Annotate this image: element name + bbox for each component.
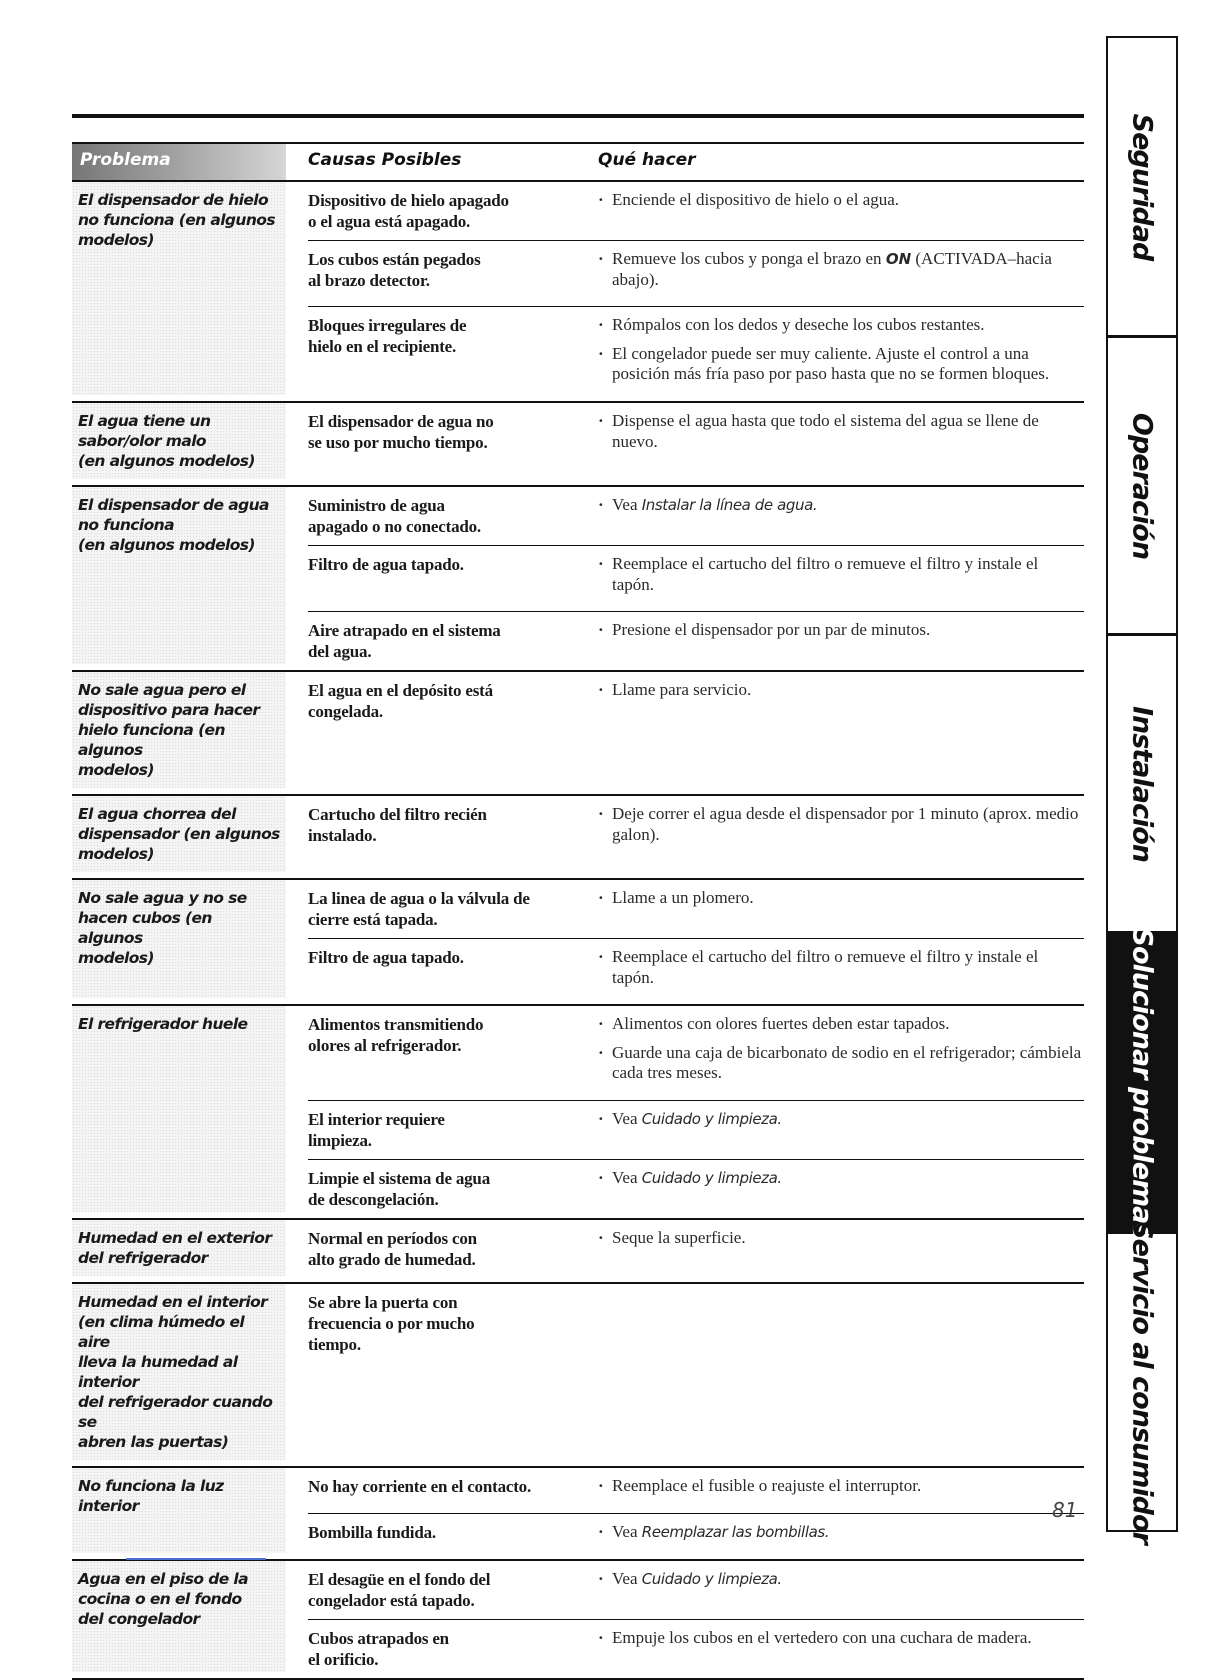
cause-text-line: alto grado de humedad. [308,1250,476,1269]
problem-cell [72,1561,286,1672]
fix-text: Llame para servicio. [612,680,752,699]
problem-group [72,796,1084,880]
fix-list [598,1476,1084,1505]
problem-text-line: del congelador [78,1610,200,1628]
causes-column [308,487,1084,670]
cause-text [308,1014,578,1056]
tab-label: Servicio al consumidor [1126,1220,1158,1544]
problem-cell [72,672,286,788]
cause-text-line: Los cubos están pegados [308,250,481,269]
problem-text-line: cocina o en el fondo [78,1590,242,1608]
cause-text-line: tiempo. [308,1335,361,1354]
fix-list [598,1014,1084,1092]
fix-list [598,947,1084,996]
problem-text-line: modelos) [78,949,154,967]
problem-text-line: Humedad en el interior [78,1293,268,1311]
causes-column [308,880,1084,1004]
cause-row [308,1006,1084,1100]
fix-text: Reemplace el cartucho del filtro o remueve el filtro y instale el tapón. [612,947,1039,987]
page-number: 81 [1052,1498,1078,1522]
problem-cell [72,1284,286,1460]
problem-text-line: (en algunos modelos) [78,536,255,554]
fix-text: Enciende el dispositivo de hielo o el agua. [612,190,900,209]
cause-text-line: El dispensador de agua no [308,412,494,431]
problem-cell [72,1006,286,1212]
fix-item [598,947,1084,988]
problem-text-line: Humedad en el exterior [78,1229,272,1247]
cause-text-line: Filtro de agua tapado. [308,948,464,967]
problem-text-line: El dispensador de agua [78,496,269,514]
problem-group [72,1561,1084,1680]
fix-item [598,1168,1084,1189]
cause-row [308,1100,1084,1159]
fix-list [598,1569,1084,1598]
cause-text-line: La linea de agua o la válvula de [308,889,530,908]
cause-text-line: El desagüe en el fondo del [308,1570,491,1589]
problem-text-line: no funciona [78,516,174,534]
fix-item [598,344,1084,385]
cause-text-line: cierre está tapada. [308,910,438,929]
cross-reference: Cuidado y limpieza. [641,1570,782,1588]
fix-text: Vea [612,1109,642,1128]
cause-text-line: de descongelación. [308,1190,439,1209]
problem-group [72,880,1084,1006]
cause-text-line: al brazo detector. [308,271,430,290]
cause-text [308,888,578,930]
top-rule [72,114,1084,118]
problem-text-line: sabor/olor malo [78,432,206,450]
fix-item [598,1014,1084,1035]
fix-item [598,1109,1084,1130]
problem-text-line: hielo funciona (en algunos [78,721,225,759]
causes-column [308,796,1084,878]
cause-text-line: Se abre la puerta con [308,1293,458,1312]
cause-text [308,804,578,846]
cause-text [308,315,578,357]
problem-text-line: dispositivo para hacer [78,701,260,719]
cause-row [308,1159,1084,1218]
problem-group [72,672,1084,796]
cause-row [308,487,1084,545]
cross-reference: Reemplazar las bombillas. [641,1523,830,1541]
fix-text: Presione el dispensador por un par de minutos. [612,620,931,639]
problem-group [72,1284,1084,1468]
problem-cell [72,487,286,664]
fix-item [598,1522,1084,1543]
cause-text-line: instalado. [308,826,377,845]
cause-text-line: Cartucho del filtro recién [308,805,487,824]
cause-text [308,411,578,453]
tab-label: Instalación [1126,705,1158,862]
tab-solucionar-problemas[interactable] [1108,927,1176,1238]
problem-group [72,487,1084,672]
cause-row [308,545,1084,611]
cause-row [308,1284,1084,1363]
problem-text-line: no funciona (en algunos [78,211,275,229]
tab-label: Solucionar problemas [1126,927,1158,1238]
fix-item [598,315,1084,336]
problem-text-line: Agua en el piso de la [78,1570,249,1588]
problem-text-line: El agua tiene un [78,412,211,430]
cause-text-line: congelada. [308,702,383,721]
cause-text [308,620,578,662]
causes-column [308,672,1084,794]
problem-text-line: No funciona la luz [78,1477,224,1495]
fix-list [598,1109,1084,1138]
problem-cell [72,182,286,395]
problem-group [72,1468,1084,1561]
problem-cell [72,1468,286,1553]
cause-row [308,672,1084,730]
cause-text [308,680,578,722]
problem-text-line: del refrigerador cuando se [78,1393,273,1431]
fix-text: Vea [612,1168,642,1187]
header-causes-label: Causas Posibles [308,150,462,170]
fix-text: Guarde una caja de bicarbonato de sodio en el refrigerador; cámbiela cada tres meses. [612,1042,1082,1082]
cause-row [308,880,1084,938]
setting-label: ON [885,250,912,268]
fix-item [598,1228,1084,1249]
cause-text-line: No hay corriente en el contacto. [308,1477,532,1496]
fix-text: Rómpalos con los dedos y deseche los cubos restantes. [612,315,985,334]
fix-text: Dispense el agua hasta que todo el sistema del agua se llene de nuevo. [612,411,1039,451]
fix-item [598,249,1084,290]
fix-text: Reemplace el fusible o reajuste el interruptor. [612,1476,922,1495]
problem-text-line: abren las puertas) [78,1433,229,1451]
cause-text-line: Bombilla fundida. [308,1523,436,1542]
cause-row [308,403,1084,468]
cause-text [308,1569,578,1611]
cause-text [308,554,578,575]
cause-text-line: frecuencia o por mucho [308,1314,475,1333]
cause-text-line: olores al refrigerador. [308,1036,462,1055]
problem-cell [72,403,286,479]
cause-row [308,240,1084,306]
cause-text-line: Suministro de agua [308,496,445,515]
cause-row [308,1513,1084,1559]
fix-item [598,554,1084,595]
cross-reference: Cuidado y limpieza. [641,1169,782,1187]
cause-text-line: congelador está tapado. [308,1591,475,1610]
tab-servicio-al-consumidor[interactable] [1108,1220,1176,1544]
causes-column [308,1561,1084,1678]
fix-text: Seque la superficie. [612,1228,746,1247]
cause-row [308,1561,1084,1619]
cause-text [308,947,578,968]
problem-text-line: interior [78,1497,139,1515]
fix-item [598,1476,1084,1497]
fix-item [598,495,1084,516]
tab-instalación[interactable] [1108,636,1176,934]
cause-text-line: Bloques irregulares de [308,316,467,335]
cause-text-line: Limpie el sistema de agua [308,1169,490,1188]
problem-text-line: No sale agua y no se [78,889,247,907]
tab-label: Operación [1126,412,1158,559]
fix-item [598,1628,1084,1649]
causes-column [308,1284,1084,1466]
cause-text-line: Dispositivo de hielo apagado [308,191,509,210]
cause-text [308,1228,578,1270]
cause-text [308,249,578,291]
cause-row [308,306,1084,401]
cause-text-line: Alimentos transmitiendo [308,1015,484,1034]
tab-operación[interactable] [1108,338,1176,636]
causes-column [308,182,1084,401]
fix-text: Alimentos con olores fuertes deben estar tapados. [612,1014,950,1033]
cause-row [308,611,1084,670]
cause-text-line: Cubos atrapados en [308,1629,449,1648]
section-tabs [1106,36,1178,1544]
problem-group [72,403,1084,487]
problem-text-line: (en clima húmedo el aire [78,1313,245,1351]
problem-group [72,182,1084,403]
cause-text [308,1168,578,1210]
cause-text-line: El interior requiere [308,1110,445,1129]
causes-column [308,403,1084,485]
problem-text-line: (en algunos modelos) [78,452,255,470]
cause-text [308,1109,578,1151]
cause-text-line: el orificio. [308,1650,379,1669]
fix-text: Llame a un plomero. [612,888,754,907]
causes-column [308,1220,1084,1282]
fix-text: Empuje los cubos en el vertedero con una cuchara de madera. [612,1628,1032,1647]
fix-list [598,804,1084,853]
tab-label: Seguridad [1126,113,1158,260]
header-problem [72,144,286,180]
fix-text: El congelador puede ser muy caliente. Ajuste el control a una posición más fría paso por paso hasta que no se formen bloques. [612,343,1050,383]
fix-list [598,554,1084,603]
cause-row [308,796,1084,861]
problem-text-line: El agua chorrea del [78,805,236,823]
cause-text [308,495,578,537]
cause-row [308,182,1084,240]
cause-row [308,1220,1084,1278]
fix-item [598,1043,1084,1084]
fix-list [598,1628,1084,1657]
fix-list [598,249,1084,298]
cause-text-line: se uso por mucho tiempo. [308,433,488,452]
header-what-label: Qué hacer [598,150,696,170]
problem-cell [72,796,286,872]
problem-text-line: modelos) [78,231,154,249]
problem-text-line: modelos) [78,845,154,863]
cause-text-line: del agua. [308,642,372,661]
problem-text-line: modelos) [78,761,154,779]
fix-item [598,1569,1084,1590]
fix-text: Deje correr el agua desde el dispensador por 1 minuto (aprox. medio galon). [612,804,1079,844]
fix-text: Reemplace el cartucho del filtro o remueve el filtro y instale el tapón. [612,554,1039,594]
fix-list [598,680,1084,709]
fix-item [598,620,1084,641]
cause-text-line: Aire atrapado en el sistema [308,621,501,640]
fix-list [598,1522,1084,1551]
problem-text-line: No sale agua pero el [78,681,246,699]
fix-text: Remueve los cubos y ponga el brazo en [612,249,886,268]
fix-text: Vea [612,1569,642,1588]
table-header [72,142,1084,182]
causes-column [308,1468,1084,1559]
fix-list [598,411,1084,460]
tab-seguridad[interactable] [1108,38,1176,338]
cause-text-line: El agua en el depósito está [308,681,493,700]
problem-group [72,1220,1084,1284]
table-body [72,182,1084,1680]
fix-text: (ACTIVADA–hacia abajo). [612,249,1052,289]
cause-text [308,190,578,232]
cause-text [308,1476,578,1497]
fix-list [598,190,1084,219]
cross-reference: Instalar la línea de agua. [641,496,818,514]
fix-list [598,315,1084,393]
cause-text-line: o el agua está apagado. [308,212,471,231]
problem-text-line: El refrigerador huele [78,1015,248,1033]
fix-text: Vea [612,1522,642,1541]
problem-text-line: hacen cubos (en algunos [78,909,212,947]
cause-text-line: hielo en el recipiente. [308,337,457,356]
troubleshooting-table [72,142,1084,1680]
cross-reference: Cuidado y limpieza. [641,1110,782,1128]
fix-list [598,495,1084,524]
header-problem-label: Problema [80,150,171,170]
problem-text-line: El dispensador de hielo [78,191,269,209]
fix-item [598,411,1084,452]
problem-text-line: lleva la humedad al interior [78,1353,238,1391]
problem-cell [72,880,286,998]
fix-item [598,680,1084,701]
problem-text-line: del refrigerador [78,1249,208,1267]
bottom-link-line [126,1558,266,1560]
cause-text [308,1522,578,1543]
problem-text-line: dispensador (en algunos [78,825,280,843]
cause-text-line: Filtro de agua tapado. [308,555,464,574]
fix-list [598,620,1084,649]
fix-item [598,804,1084,845]
fix-item [598,190,1084,211]
cause-text-line: limpieza. [308,1131,372,1150]
cause-text-line: Normal en períodos con [308,1229,477,1248]
cause-row [308,1619,1084,1678]
fix-list [598,1168,1084,1197]
fix-item [598,888,1084,909]
cause-text [308,1292,578,1355]
cause-text-line: apagado o no conectado. [308,517,481,536]
fix-list [598,888,1084,917]
problem-cell [72,1220,286,1276]
causes-column [308,1006,1084,1218]
cause-row [308,1468,1084,1513]
cause-text [308,1628,578,1670]
problem-group [72,1006,1084,1220]
fix-list [598,1228,1084,1257]
cause-row [308,938,1084,1004]
fix-text: Vea [612,495,642,514]
